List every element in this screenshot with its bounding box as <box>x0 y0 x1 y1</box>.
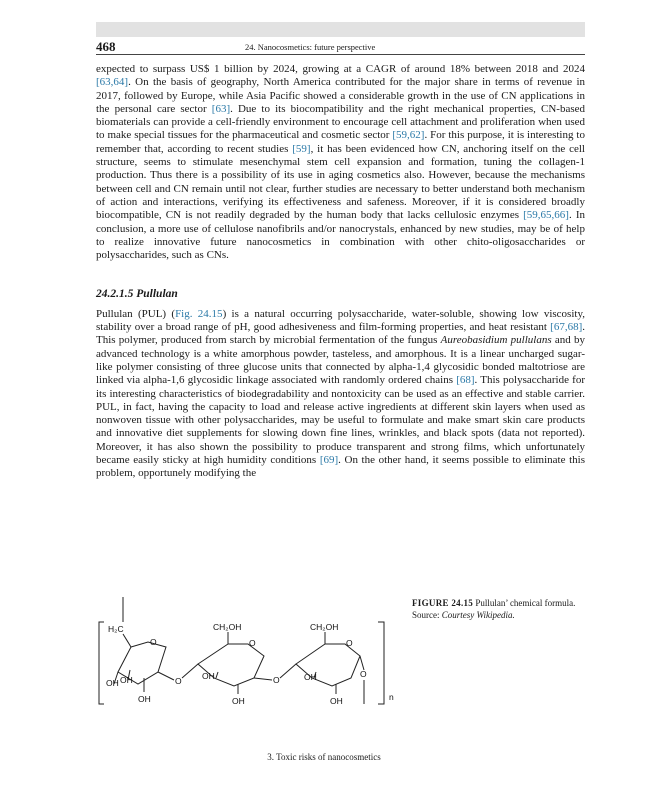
citation-link[interactable]: [59,62] <box>392 129 425 142</box>
header-bar <box>96 22 585 37</box>
text-run: . On the other hand, it seems possible to eliminate this problem, opportunely modifying the <box>96 454 585 480</box>
body-text <box>96 63 585 481</box>
right-bracket <box>378 622 384 704</box>
glycosidic-bond <box>280 664 296 678</box>
text-run: . Due to its biocompatibility and the right mechanical properties, CN-based biomaterials can provide a cell-friendly environment to encourage cell attachment and proliferation when used to make special tissues for the pharmaceutical and cosmetic sector <box>96 102 585 142</box>
glycosidic-bond <box>158 672 174 680</box>
page-number: 468 <box>96 39 116 54</box>
text-run: . This polymer, produced from starch by microbial fermentation of the fungus <box>96 321 585 347</box>
bond <box>123 634 131 647</box>
caption-source: Courtesy Wikipedia. <box>441 609 515 620</box>
linking-oxygen-label: O <box>175 676 182 686</box>
caption-text: Pullulan’ chemical formula. Source: <box>412 598 576 620</box>
header-rule <box>96 54 585 55</box>
linking-oxygen-label: O <box>273 675 280 685</box>
text-run: . This polysaccharide for its interesting characteristics of biodegradability and nontoxicity can be used as an effective and stable carrier. PUL, in fact, having the capacity to load and release active ingredients at different skin layers when used as nonwoven tissue with other polysaccharides, may be useful to formulate and make smart skin care products and innovative diet supplements for slowing down fine lines, wrinkles, and black spots (data not reported). Moreover, it has also shown the possibility to produce transparent and strong films, which unfortunately became easily sticky at high humidity conditions <box>96 374 586 467</box>
paragraph-pullulan <box>96 308 585 481</box>
text-run: , it has been evidenced how CN, anchoring itself on the cell structure, seems to stimulate mesenchymal stem cell expansion and formation, tuning the collagen-1 production. Thus there is a possibility of its use in aging cosmetics also. However, because the mechanisms between cell and CN remain until not clear, further studies are necessary to better understand both mechanism of action and interactions, verifying its effectiveness and safeness. Moreover, if it is considered broadly biocompatible, CN is not readily degraded by the human body that lacks cellulosic enzymes <box>96 142 585 222</box>
hydroxyl-label: OH <box>106 678 119 688</box>
text-run: . On the basis of geography, North America contributed for the major share in terms of revenue in 2017, followed by Europe, while Asia Pacific showed a considerable growth in the use of CN applications in the personal care sector <box>96 76 585 115</box>
ch2oh-label: CH₂OH <box>310 622 339 632</box>
citation-link[interactable]: [63] <box>211 102 231 115</box>
section-heading: 24.2.1.5 Pullulan <box>96 288 178 301</box>
ring-oxygen-label: O <box>150 637 157 647</box>
hydroxyl-label: OH <box>202 671 215 681</box>
citation-link[interactable]: [68] <box>456 374 475 387</box>
glycosidic-bond <box>254 678 272 680</box>
citation-link[interactable]: [69] <box>319 454 339 467</box>
pullulan-structure-figure <box>96 592 396 722</box>
ring-oxygen-label: O <box>249 638 256 648</box>
left-bracket <box>99 622 104 704</box>
paragraph-cellulose <box>96 63 585 262</box>
text-run: expected to surpass US$ 1 billion by 2024, growing at a CAGR of around 18% between 2018 and 2024 <box>96 63 585 75</box>
figure-label: FIGURE 24.15 <box>412 598 474 608</box>
glycosidic-bond <box>360 656 364 670</box>
footer-section-title: 3. Toxic risks of nanocosmetics <box>267 752 381 762</box>
hydroxyl-label: OH <box>330 696 343 706</box>
hydroxyl-label: OH <box>138 694 151 704</box>
running-title: 24. Nanocosmetics: future perspective <box>245 42 376 52</box>
bond <box>216 672 218 678</box>
pullulan-chemical-formula <box>96 592 396 722</box>
text-run: . For this purpose, it is interesting to remember that, according to recent studies <box>96 129 585 155</box>
figure-caption <box>412 598 587 621</box>
text-run: Pullulan (PUL) ( <box>96 307 176 320</box>
text-run: and by advanced technology is a white amorphous powder, tasteless, and amorphous. It is a linear uncharged sugar-like polymer consisting of three glucose units that connected by alpha-1,4 glycosidic bonded maltotriose are linked via alpha-1,6 glycosidic linkage associated with randomly ordered chains <box>96 334 585 387</box>
repeat-unit-label: n <box>389 692 394 702</box>
figure-link[interactable]: Fig. 24.15 <box>175 307 223 320</box>
linking-oxygen-label: O <box>360 669 367 679</box>
citation-link[interactable]: [63,64] <box>96 76 129 89</box>
ring-oxygen-label: O <box>346 638 353 648</box>
text-run: ) is a natural occurring polysaccharide, water-soluble, showing low viscosity, stability over a broad range of pH, good adhesiveness and film-forming properties, and heat resistant <box>96 307 585 334</box>
ch2oh-label: CH₂OH <box>213 622 242 632</box>
hydroxyl-label: OH <box>304 672 317 682</box>
text-run: . In conclusion, a more use of cellulose nanofibrils and/or nanocrystals, enhanced by new studies, may be of help to realize innovative future nanocosmetics in combination with other chito-oligosaccharides or polysaccharides, such as CNs. <box>96 209 585 262</box>
h2c-label: H₂C <box>108 624 124 634</box>
hydroxyl-label: OH <box>120 675 133 685</box>
species-name: Aureobasidium pullulans <box>440 334 552 347</box>
citation-link[interactable]: [67,68] <box>550 321 583 334</box>
glycosidic-bond <box>182 664 198 678</box>
citation-link[interactable]: [59] <box>292 142 311 155</box>
citation-link[interactable]: [59,65,66] <box>523 209 569 222</box>
hydroxyl-label: OH <box>232 696 245 706</box>
